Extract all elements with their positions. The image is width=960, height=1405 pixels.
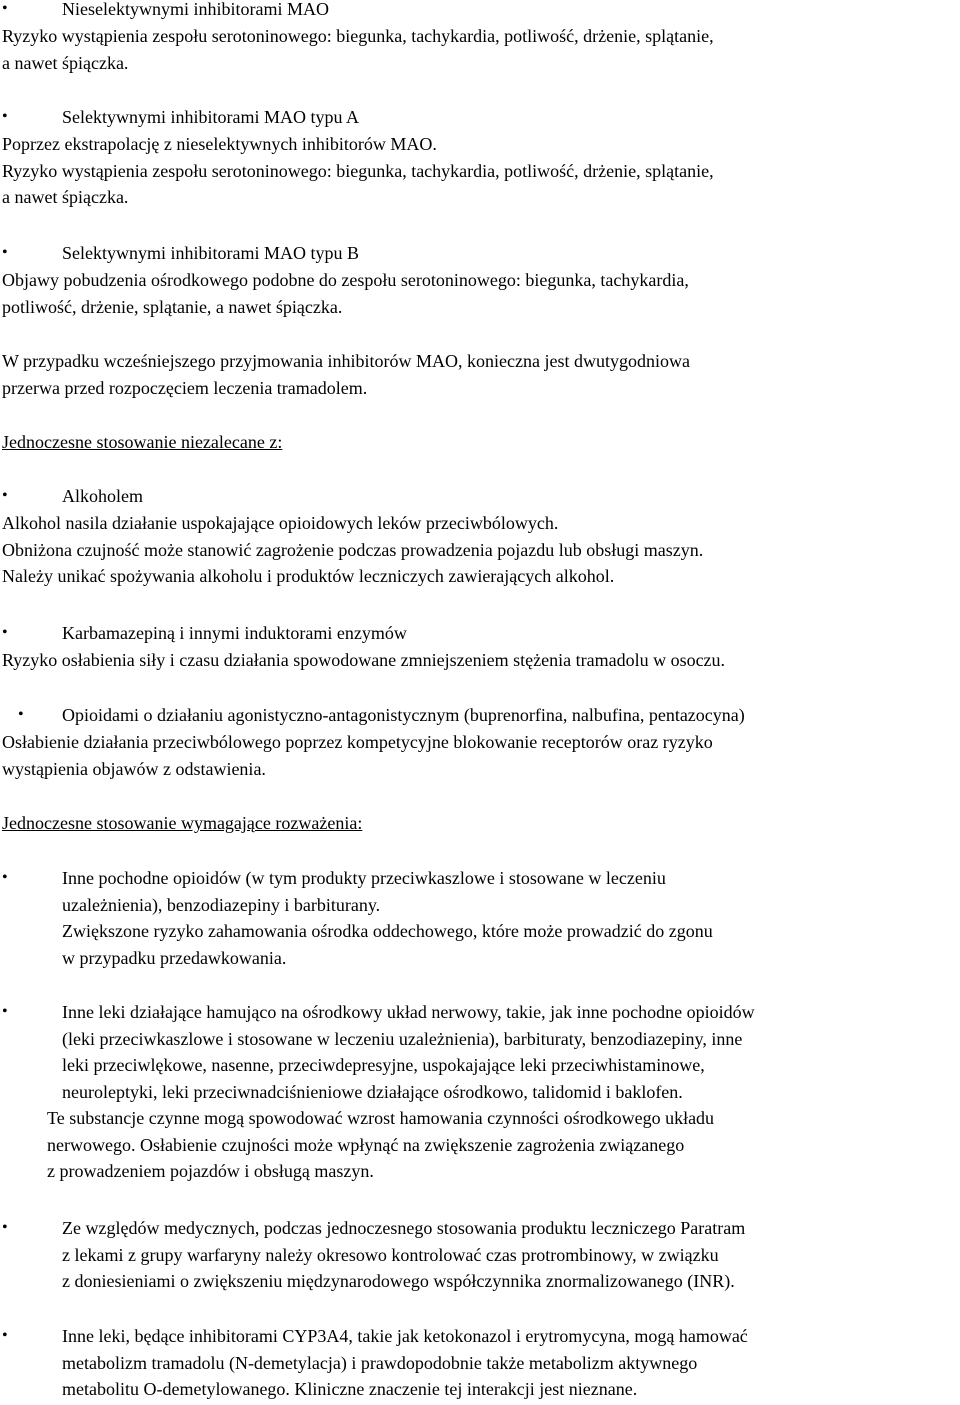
text-line: W przypadku wcześniejszego przyjmowania inhibitorów MAO, konieczna jest dwutygodniowa: [2, 351, 690, 371]
text-line: neuroleptyki, leki przeciwnadciśnieniowe działające ośrodkowo, talidomid i baklofen.: [62, 1081, 683, 1102]
bullet-icon: •: [2, 869, 8, 886]
mao-b-text: [2, 267, 689, 320]
other-opioids-text: [62, 865, 713, 971]
text-line: (leki przeciwkaszlowe i stosowane w leczeniu uzależnienia), barbituraty, benzodiazepiny, inne: [62, 1028, 743, 1049]
text-line: Ryzyko osłabienia siły i czasu działania spowodowane zmniejszeniem stężenia tramadolu w osoczu.: [2, 650, 726, 670]
text-line: wystąpienia objawów z odstawienia.: [2, 758, 266, 779]
bullet-icon: •: [2, 487, 8, 504]
bullet-icon: •: [2, 244, 8, 261]
text-line: metabolizm tramadolu (N-demetylacja) i prawdopodobnie także metabolizm aktywnego: [62, 1352, 698, 1373]
bullet-icon: •: [2, 1219, 8, 1236]
mao-a-heading: Selektywnymi inhibitorami MAO typu A: [62, 107, 359, 127]
text-line: Ze względów medycznych, podczas jednoczesnego stosowania produktu leczniczego Paratram: [62, 1218, 746, 1238]
text-line: z doniesieniami o zwiększeniu międzynarodowego współczynnika znormalizowanego (INR).: [62, 1271, 735, 1291]
text-line: Ryzyko wystąpienia zespołu serotoninowego: biegunka, tachykardia, potliwość, drżenie, splątanie,: [2, 26, 714, 46]
text-line: Poprzez ekstrapolację z nieselektywnych inhibitorów MAO.: [2, 134, 437, 154]
cns-depressants-note: [47, 1105, 714, 1185]
not-recommended-title: Jednoczesne stosowanie niezalecane z:: [2, 432, 283, 452]
alcohol-text: [2, 510, 703, 590]
text-line: leki przeciwlękowe, nasenne, przeciwdepresyjne, uspokajające leki przeciwhistaminowe,: [62, 1055, 705, 1075]
text-line: z lekami z grupy warfaryny należy okresowo kontrolować czas protrombinowy, w związku: [62, 1244, 719, 1265]
text-line: z prowadzeniem pojazdów i obsługą maszyn.: [47, 1161, 374, 1181]
cns-depressants-text: [62, 999, 755, 1105]
text-line: Objawy pobudzenia ośrodkowego podobne do zespołu serotoninowego: biegunka, tachykardia,: [2, 270, 689, 290]
warfarin-text: [62, 1215, 745, 1295]
text-line: Inne leki, będące inhibitorami CYP3A4, takie jak ketokonazol i erytromycyna, mogą hamować: [62, 1326, 748, 1346]
bullet-icon: •: [2, 1003, 8, 1020]
carbamazepine-text: [2, 647, 725, 674]
mao-note-paragraph: [2, 348, 690, 401]
text-line: Obniżona czujność może stanowić zagrożenie podczas prowadzenia pojazdu lub obsługi maszyn.: [2, 539, 704, 560]
opioids-mixed-text: [2, 729, 713, 782]
bullet-icon: •: [2, 1327, 8, 1344]
opioids-mixed-heading: Opioidami o działaniu agonistyczno-antagonistycznym (buprenorfina, nalbufina, pentazocyna): [62, 705, 745, 725]
cyp3a4-text: [62, 1323, 748, 1403]
text-line: przerwa przed rozpoczęciem leczenia tramadolem.: [2, 377, 368, 398]
text-line: w przypadku przedawkowania.: [62, 947, 287, 968]
text-line: Te substancje czynne mogą spowodować wzrost hamowania czynności ośrodkowego układu: [47, 1108, 715, 1128]
mao-nonselective-heading: Nieselektywnymi inhibitorami MAO: [62, 0, 329, 19]
mao-a-text: [2, 131, 714, 211]
mao-nonselective-text: [2, 23, 714, 76]
bullet-icon: •: [2, 0, 8, 17]
bullet-icon: •: [18, 706, 24, 723]
text-line: Ryzyko wystąpienia zespołu serotoninowego: biegunka, tachykardia, potliwość, drżenie, splątanie,: [2, 160, 714, 181]
bullet-icon: •: [2, 624, 8, 641]
text-line: Inne pochodne opioidów (w tym produkty przeciwkaszlowe i stosowane w leczeniu: [62, 868, 666, 888]
text-line: Zwiększone ryzyko zahamowania ośrodka oddechowego, które może prowadzić do zgonu: [62, 921, 713, 941]
text-line: potliwość, drżenie, splątanie, a nawet śpiączka.: [2, 296, 343, 317]
mao-b-heading: Selektywnymi inhibitorami MAO typu B: [62, 243, 359, 263]
alcohol-heading: Alkoholem: [62, 486, 143, 506]
bullet-icon: •: [2, 108, 8, 125]
text-line: metabolitu O-demetylowanego. Kliniczne znaczenie tej interakcji jest nieznane.: [62, 1379, 638, 1399]
text-line: nerwowego. Osłabienie czujności może wpłynąć na zwiększenie zagrożenia związanego: [47, 1134, 685, 1155]
text-line: Inne leki działające hamująco na ośrodkowy układ nerwowy, takie, jak inne pochodne opioidów: [62, 1002, 755, 1022]
text-line: a nawet śpiączka.: [2, 187, 129, 207]
text-line: Należy unikać spożywania alkoholu i produktów leczniczych zawierających alkohol.: [2, 566, 615, 586]
text-line: Alkohol nasila działanie uspokajające opioidowych leków przeciwbólowych.: [2, 513, 559, 533]
carbamazepine-heading: Karbamazepiną i innymi induktorami enzymów: [62, 623, 407, 643]
text-line: Osłabienie działania przeciwbólowego poprzez kompetycyjne blokowanie receptorów oraz ryzyko: [2, 732, 713, 752]
text-line: uzależnienia), benzodiazepiny i barbiturany.: [62, 894, 381, 915]
text-line: a nawet śpiączka.: [2, 52, 129, 73]
consideration-title: Jednoczesne stosowanie wymagające rozważenia:: [2, 813, 363, 833]
